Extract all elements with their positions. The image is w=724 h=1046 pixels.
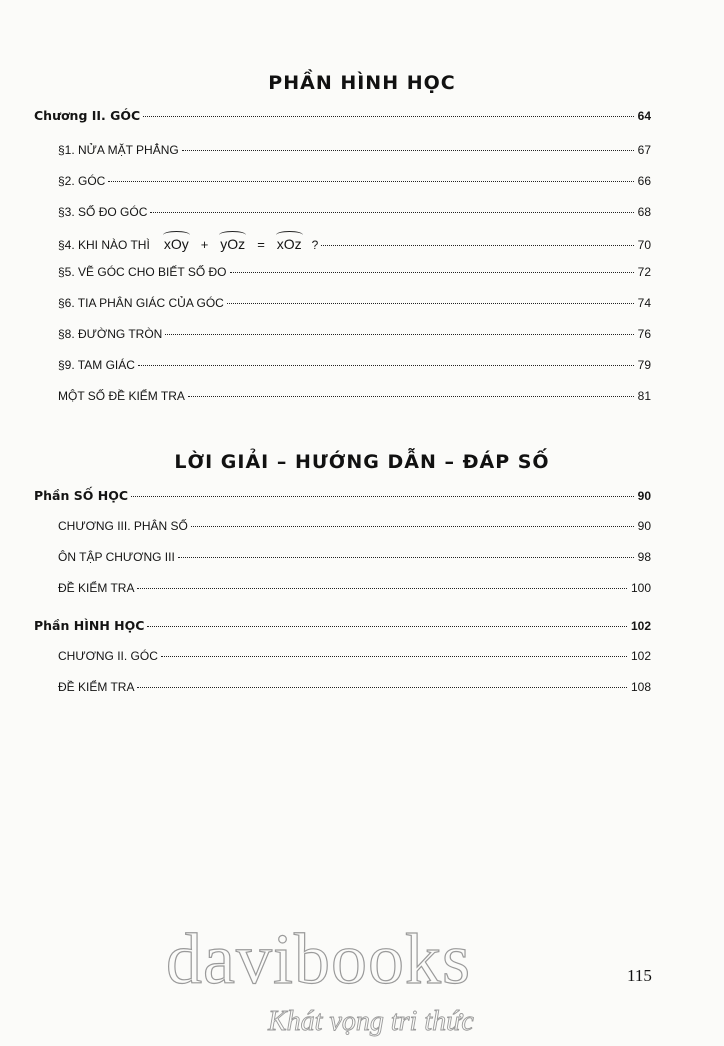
- toc-entry-label: §5. VẼ GÓC CHO BIẾT SỐ ĐO: [58, 265, 227, 279]
- toc-entry-label: ĐỀ KIỂM TRA: [58, 680, 135, 694]
- toc-entry-arithmetic-chapter-3[interactable]: [58, 519, 651, 539]
- toc-entry-page: 74: [637, 296, 651, 310]
- toc-entry-arithmetic-review[interactable]: [58, 550, 651, 570]
- toc-entry-label: §9. TAM GIÁC: [58, 358, 135, 372]
- toc-entry-arithmetic-test[interactable]: [58, 581, 651, 601]
- toc-entry-page: 66: [637, 174, 651, 188]
- plus-sign: +: [200, 237, 209, 252]
- toc-entry-page: 90: [637, 489, 651, 503]
- dot-leader: [138, 365, 634, 366]
- angle-yoz: yOz: [220, 236, 246, 252]
- angle-xoz: xOz: [276, 236, 302, 252]
- toc-entry-section-8[interactable]: [58, 327, 651, 347]
- toc-entry-geometry-part[interactable]: [34, 618, 651, 638]
- toc-entry-section-9[interactable]: [58, 358, 651, 378]
- toc-entry-page: 81: [637, 389, 651, 403]
- toc-entry-label: MỘT SỐ ĐỀ KIỂM TRA: [58, 389, 185, 403]
- toc-entry-section-5[interactable]: [58, 265, 651, 285]
- toc-entry-section-4[interactable]: [58, 236, 651, 256]
- dot-leader: [178, 557, 634, 558]
- toc-entry-geometry-test[interactable]: [58, 680, 651, 700]
- toc-entry-page: 90: [637, 519, 651, 533]
- toc-entry-label: §3. SỐ ĐO GÓC: [58, 205, 148, 219]
- toc-entry-page: 102: [630, 649, 651, 663]
- dot-leader: [147, 626, 627, 627]
- geometry-section-title: PHẦN HÌNH HỌC: [268, 72, 456, 94]
- watermark-slogan: Khát vọng tri thức: [268, 1006, 474, 1037]
- toc-entry-chapter-2[interactable]: [34, 108, 651, 128]
- toc-entry-label: §8. ĐƯỜNG TRÒN: [58, 327, 163, 341]
- toc-entry-section-2[interactable]: [58, 174, 651, 194]
- toc-entry-page: 64: [637, 109, 651, 123]
- toc-entry-arithmetic-part[interactable]: [34, 488, 651, 508]
- dot-leader: [321, 245, 633, 246]
- dot-leader: [230, 272, 634, 273]
- toc-entry-page: 102: [630, 619, 651, 633]
- toc-entry-label: CHƯƠNG II. GÓC: [58, 649, 158, 663]
- dot-leader: [188, 396, 634, 397]
- toc-entry-label: ÔN TẬP CHƯƠNG III: [58, 550, 175, 564]
- dot-leader: [191, 526, 634, 527]
- equals-sign: =: [257, 237, 265, 252]
- toc-entry-section-1[interactable]: [58, 143, 651, 163]
- toc-entry-label: Phần SỐ HỌC: [34, 488, 128, 503]
- toc-entry-page: 67: [637, 143, 651, 157]
- toc-entry-page: 70: [637, 238, 651, 252]
- toc-entry-section-6[interactable]: [58, 296, 651, 316]
- toc-entry-page: 68: [637, 205, 651, 219]
- section-4-prefix: §4. KHI NÀO THÌ: [58, 238, 150, 252]
- toc-entry-label: §1. NỬA MẶT PHẲNG: [58, 143, 179, 157]
- toc-entry-geometry-chapter-2[interactable]: [58, 649, 651, 669]
- dot-leader: [143, 116, 633, 117]
- toc-entry-page: 72: [637, 265, 651, 279]
- dot-leader: [137, 588, 627, 589]
- dot-leader: [131, 496, 634, 497]
- angle-xoy: xOy: [163, 236, 189, 252]
- toc-entry-page: 98: [637, 550, 651, 564]
- toc-entry-section-3[interactable]: [58, 205, 651, 225]
- toc-entry-label: [58, 236, 318, 252]
- toc-entry-page: 79: [637, 358, 651, 372]
- solutions-section-title: LỜI GIẢI – HƯỚNG DẪN – ĐÁP SỐ: [174, 451, 550, 473]
- toc-entry-label: CHƯƠNG III. PHÂN SỐ: [58, 519, 188, 533]
- dot-leader: [137, 687, 627, 688]
- dot-leader: [227, 303, 634, 304]
- dot-leader: [165, 334, 633, 335]
- dot-leader: [182, 150, 634, 151]
- toc-entry-label: Chương II. GÓC: [34, 108, 141, 123]
- page-number: 115: [627, 966, 652, 985]
- toc-entry-label: Phần HÌNH HỌC: [34, 618, 145, 633]
- toc-entry-label: §2. GÓC: [58, 174, 106, 188]
- watermark-brand: davibooks: [166, 919, 471, 999]
- dot-leader: [108, 181, 633, 182]
- toc-entry-label: §6. TIA PHÂN GIÁC CỦA GÓC: [58, 296, 224, 310]
- toc-entry-page: 108: [630, 680, 651, 694]
- toc-entry-page: 100: [630, 581, 651, 595]
- toc-entry-tests[interactable]: [58, 389, 651, 409]
- question-mark: ?: [311, 238, 319, 252]
- toc-entry-label: ĐỀ KIỂM TRA: [58, 581, 135, 595]
- dot-leader: [161, 656, 627, 657]
- dot-leader: [150, 212, 633, 213]
- toc-entry-page: 76: [637, 327, 651, 341]
